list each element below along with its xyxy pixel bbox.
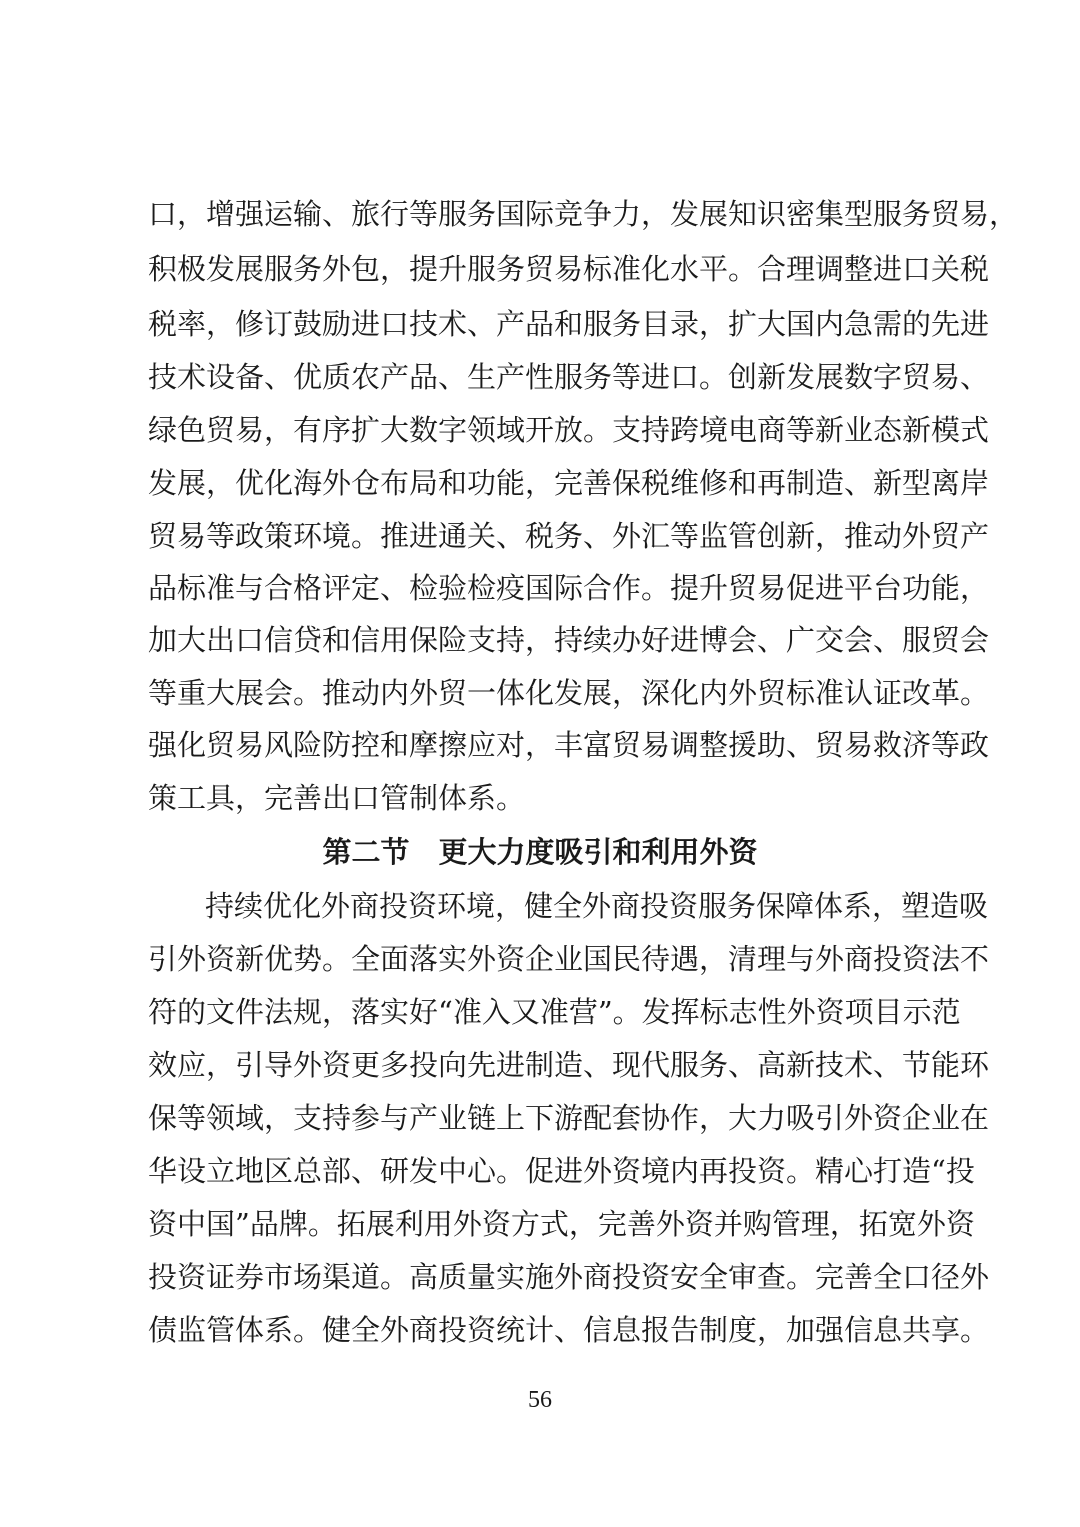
paragraph-1-line-1: 口，增强运输、旅行等服务国际竞争力，发展知识密集型服务贸易， — [148, 197, 1019, 231]
paragraph-1-line-5: 绿色贸易，有序扩大数字领域开放。支持跨境电商等新业态新模式 — [148, 413, 990, 447]
paragraph-1-line-8: 品标准与合格评定、检验检疫国际合作。提升贸易促进平台功能， — [148, 571, 990, 605]
paragraph-1-line-4: 技术设备、优质农产品、生产性服务等进口。创新发展数字贸易、 — [148, 360, 990, 394]
paragraph-2-line-6: 华设立地区总部、研发中心。促进外资境内再投资。精心打造“投 — [148, 1154, 975, 1188]
paragraph-1-line-10: 等重大展会。推动内外贸一体化发展，深化内外贸标准认证改革。 — [148, 676, 990, 710]
paragraph-2-line-8: 投资证券市场渠道。高质量实施外商投资安全审查。完善全口径外 — [148, 1260, 990, 1294]
paragraph-1-line-11: 强化贸易风险防控和摩擦应对，丰富贸易调整援助、贸易救济等政 — [148, 728, 990, 762]
paragraph-1-line-2: 积极发展服务外包，提升服务贸易标准化水平。合理调整进口关税 — [148, 252, 990, 286]
paragraph-1-line-12: 策工具，完善出口管制体系。 — [148, 781, 526, 815]
section-heading: 第二节 更大力度吸引和利用外资 — [322, 835, 758, 869]
paragraph-1-line-7: 贸易等政策环境。推进通关、税务、外汇等监管创新，推动外贸产 — [148, 519, 990, 553]
paragraph-2-line-9: 债监管体系。健全外商投资统计、信息报告制度，加强信息共享。 — [148, 1313, 990, 1347]
paragraph-2-line-4: 效应，引导外资更多投向先进制造、现代服务、高新技术、节能环 — [148, 1048, 990, 1082]
paragraph-2-line-1: 持续优化外商投资环境，健全外商投资服务保障体系，塑造吸 — [205, 889, 989, 923]
paragraph-1-line-3: 税率，修订鼓励进口技术、产品和服务目录，扩大国内急需的先进 — [148, 307, 990, 341]
paragraph-2-line-2: 引外资新优势。全面落实外资企业国民待遇，清理与外商投资法不 — [148, 942, 990, 976]
paragraph-1-line-6: 发展，优化海外仓布局和功能，完善保税维修和再制造、新型离岸 — [148, 466, 990, 500]
page-number: 56 — [528, 1387, 552, 1413]
paragraph-1-line-9: 加大出口信贷和信用保险支持，持续办好进博会、广交会、服贸会 — [148, 623, 990, 657]
paragraph-2-line-3: 符的文件法规，落实好“准入又准营”。发挥标志性外资项目示范 — [148, 995, 961, 1029]
paragraph-2-line-7: 资中国”品牌。拓展利用外资方式，完善外资并购管理，拓宽外资 — [148, 1207, 975, 1241]
paragraph-2-line-5: 保等领域，支持参与产业链上下游配套协作，大力吸引外资企业在 — [148, 1101, 990, 1135]
